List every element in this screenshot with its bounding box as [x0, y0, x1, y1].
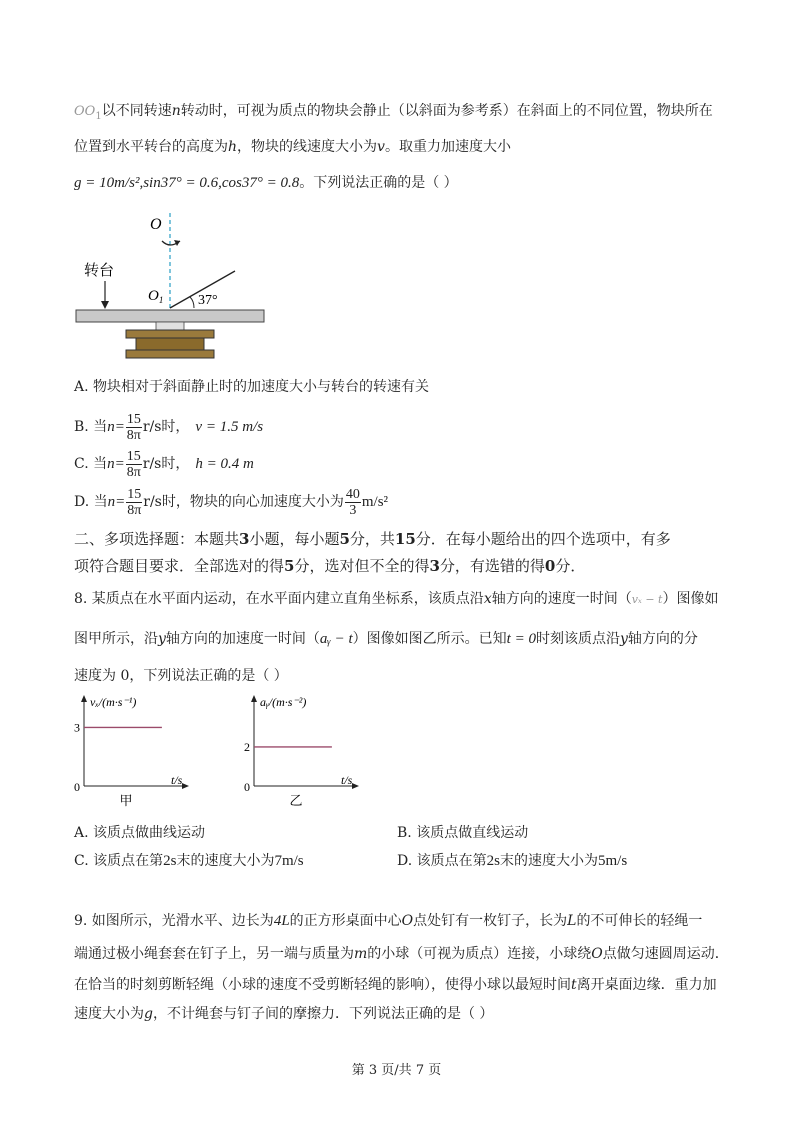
axis-label-o: O — [150, 216, 162, 233]
origin-label: 0 — [74, 780, 80, 794]
q8-line2: 图甲所示，沿y轴方向的加速度一时间（aᵧ − t）图像如图乙所示。已知t = 0时刻该质点沿y轴方向的分 — [74, 631, 698, 647]
x-axis-arrow-icon — [352, 783, 359, 789]
platform-label: 转台 — [84, 263, 115, 279]
chart-yi — [240, 693, 380, 811]
angle-arc — [190, 297, 194, 308]
turntable-figure — [70, 205, 270, 365]
turntable-platform — [76, 310, 264, 322]
y-axis-label: aᵧ/(m·s⁻²) — [260, 695, 307, 709]
x-axis-arrow-icon — [182, 783, 189, 789]
q9-line3: 在恰当的时刻剪断轻绳（小球的速度不受剪断轻绳的影响），使得小球以最短时间t离开桌面边缘．重力加 — [74, 977, 717, 993]
chart-title: 甲 — [119, 793, 133, 808]
section2-line2: 项符合题目要求．全部选对的得5分，选对但不全的得3分，有选错的得0分． — [74, 557, 586, 575]
fraction: $\frac{15}{8\pi}$ — [127, 486, 142, 518]
base-middle — [136, 338, 204, 350]
page-number: 第 3 页/共 7 页 — [351, 1063, 442, 1078]
given-constants: g = 10m/s²,sin37° = 0.6,cos37° = 0.8 — [74, 175, 300, 191]
base-bottom — [126, 350, 214, 358]
q7-option-c[interactable]: C. 当 n= $\frac{15}{8\pi}$ r/s时， h = 0.4 m — [74, 448, 254, 480]
section2-line1: 二、多项选择题：本题共3小题，每小题5分，共15分．在每小题给出的四个选项中，有多 — [74, 530, 671, 548]
pointer-arrow-icon — [101, 301, 109, 309]
q8-option-d[interactable]: D. 该质点在第2s末的速度大小为5m/s — [397, 853, 628, 869]
y-axis-arrow-icon — [251, 695, 257, 702]
q7-option-a[interactable]: A. 物块相对于斜面静止时的加速度大小与转台的转速有关 — [74, 379, 430, 395]
q8-option-b[interactable]: B. 该质点做直线运动 — [397, 825, 529, 841]
q7-line2: 位置到水平转台的高度为h，物块的线速度大小为v。取重力加速度大小 — [74, 139, 511, 155]
x-axis-label: t/s — [341, 773, 353, 787]
origin-label: 0 — [244, 780, 250, 794]
q7-option-b[interactable]: B. 当 n= $\frac{15}{8\pi}$ r/s时， v = 1.5 m/s — [74, 411, 264, 443]
q9-line2: 端通过极小绳套套在钉子上，另一端与质量为m的小球（可视为质点）连接，小球绕O点做匀速圆周运动． — [74, 946, 729, 962]
chart-jia — [70, 693, 200, 811]
q8-line3: 速度为 0，下列说法正确的是（ ） — [74, 668, 288, 684]
base-top — [126, 330, 214, 338]
y-tick-label: 2 — [244, 739, 250, 754]
q7-option-d[interactable]: D. 当 n= $\frac{15}{8\pi}$ r/s时， 物块的向心加速度大小为 $\frac{40}{3}$ m/s² — [74, 486, 389, 518]
axis-symbol: OO — [74, 104, 96, 119]
q8-option-c[interactable]: C. 该质点在第2s末的速度大小为7m/s — [74, 853, 304, 869]
q9-line4: 速度大小为g，不计绳套与钉子间的摩擦力．下列说法正确的是（ ） — [74, 1006, 494, 1022]
q7-line1: $OO_1$以不同转速n转动时，可视为质点的物块会静止（以斜面为参考系）在斜面上的不同位置，物块所在 — [74, 103, 713, 122]
fraction: $\frac{15}{8\pi}$ — [126, 411, 141, 443]
center-label: $O_1$ — [148, 288, 164, 305]
y-tick-label: 3 — [74, 720, 80, 735]
angle-label: 37° — [198, 293, 218, 308]
y-axis-label: vₓ/(m·s⁻¹) — [90, 695, 137, 709]
fraction: $\frac{40}{3}$ — [345, 486, 360, 518]
q7-line3: g = 10m/s²,sin37° = 0.6,cos37° = 0.8。下列说法正确的是（ ） — [74, 175, 458, 191]
q9-line1: 9. 如图所示，光滑水平、边长为4L的正方形桌面中心O点处钉有一枚钉子，长为L的不可伸长的轻绳一 — [74, 913, 703, 929]
x-axis-label: t/s — [171, 773, 183, 787]
fraction: $\frac{15}{8\pi}$ — [126, 448, 141, 480]
q8-line1: 8. 某质点在水平面内运动，在水平面内建立直角坐标系，该质点沿x轴方向的速度一时间（vₓ − t）图像如 — [74, 591, 719, 607]
chart-title: 乙 — [289, 793, 303, 808]
q8-option-a[interactable]: A. 该质点做曲线运动 — [74, 825, 206, 841]
y-axis-arrow-icon — [81, 695, 87, 702]
